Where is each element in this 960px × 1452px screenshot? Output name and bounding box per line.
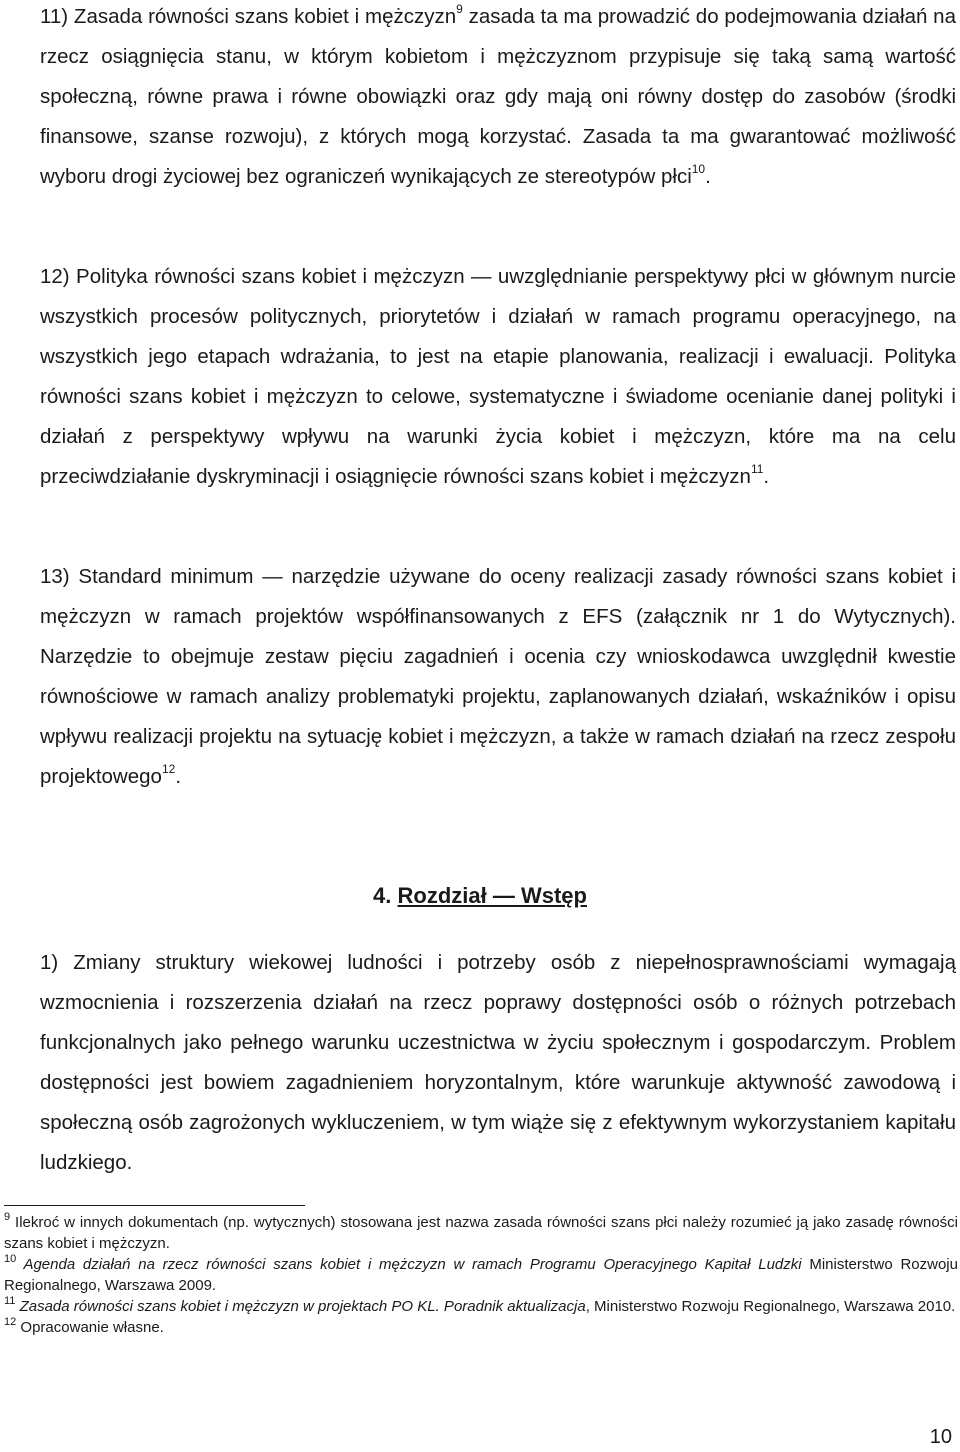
footnote-9: $^9$ Ilekroć w innych dokumentach (np. wytycznych) stosowana jest nazwa zasada równości szans płci należy rozumieć ją jako zasadę równości szans kobiet i mężczyzn. <box>4 1211 958 1252</box>
definition-item-13: 13) Standard minimum — narzędzie używane do oceny realizacji zasady równości szans kobiet i mężczyzn w ramach projektów współfinansowanych z EFS (załącznik nr 1 do Wytycznych). Narzędzie to obejmuje zestaw pięciu zagadnień i ocenia czy wnioskodawca uwzględnił kwestie równościowe w ramach analizy problematyki projektu, zaplanowanych działań, wskaźników i opisu wpływu realizacji projektu na sytuację kobiet i mężczyzn, a także w ramach działań na rzecz zespołu projektowego$^{12}$. <box>40 565 957 788</box>
footnote-12: $^{12}$ Opracowanie własne. <box>4 1316 164 1336</box>
footnote-ref[interactable]: 11 <box>750 462 764 477</box>
footnote-separator <box>4 1205 305 1206</box>
footnote-ref[interactable]: 9 <box>456 2 463 17</box>
heading-number: 4. <box>373 883 392 908</box>
item-text: Zmiany struktury wiekowej ludności i potrzeby osób z niepełnosprawnościami wymagają wzmocnienia i rozszerzenia działań na rzecz poprawy dostępności osób o różnych potrzebach funkcjonalnych jako pełnego warunku uczestnictwa w życiu społecznym i gospodarczym. Problem dostępności jest bowiem zagadnieniem horyzontalnym, które warunkuje aktywność zawodową i społeczną osób zagrożonych wykluczeniem, w tym wiąże się z efektywnym wykorzystaniem kapitału ludzkiego. <box>40 951 956 1174</box>
heading-title: Rozdział — Wstęp <box>397 883 587 908</box>
item-text: Polityka równości szans kobiet i mężczyzn — uwzględnianie perspektywy płci w głównym nurcie wszystkich procesów politycznych, priorytetów i działań w ramach programu operacyjnego, na wszystkich jego etapach wdrażania, to jest na etapie planowania, realizacji i ewaluacji. Polityka równości szans kobiet i mężczyzn to celowe, systematyczne i świadome ocenianie danej polityki i działań z perspektywy wpływu na warunki życia kobiet i mężczyzn, które ma na celu przeciwdziałanie dyskryminacji i osiągnięcie równości szans kobiet i mężczyzn <box>40 265 956 488</box>
item-number: 1) <box>40 951 59 974</box>
footnote-10: $^{10}$ Agenda działań na rzecz równości szans kobiet i mężczyzn w ramach Programu Operacyjnego Kapitał Ludzki Ministerstwo Rozwoju Regionalnego, Warszawa 2009. <box>4 1253 958 1294</box>
item-number: 12) <box>40 265 70 288</box>
definition-item-11: 11) Zasada równości szans kobiet i mężczyzn$^9$ zasada ta ma prowadzić do podejmowania działań na rzecz osiągnięcia stanu, w którym kobietom i mężczyznom przypisuje się taką samą wartość społeczną, równe prawa i równe obowiązki oraz gdy mają oni równy dostęp do zasobów (środki finansowe, szanse rozwoju), z których mogą korzystać. Zasada ta ma gwarantować możliwość wyboru drogi życiowej bez ograniczeń wynikających ze stereotypów płci$^{10}$. <box>40 2 956 188</box>
item-number: 11) <box>40 5 69 28</box>
footnote-ref[interactable]: 12 <box>161 762 176 777</box>
item-text: zasada ta ma prowadzić do podejmowania działań na rzecz osiągnięcia stanu, w którym kobietom i mężczyznom przypisuje się taką samą wartość społeczną, równe prawa i równe obowiązki oraz gdy mają oni równy dostęp do zasobów (środki finansowe, szanse rozwoju), z których mogą korzystać. Zasada ta ma gwarantować możliwość wyboru drogi życiowej bez ograniczeń wynikających ze stereotypów płci <box>40 5 956 188</box>
definition-item-12: 12) Polityka równości szans kobiet i mężczyzn — uwzględnianie perspektywy płci w głównym nurcie wszystkich procesów politycznych, priorytetów i działań w ramach programu operacyjnego, na wszystkich jego etapach wdrażania, to jest na etapie planowania, realizacji i ewaluacji. Polityka równości szans kobiet i mężczyzn to celowe, systematyczne i świadome ocenianie danej polityki i działań z perspektywy wpływu na warunki życia kobiet i mężczyzn, które ma na celu przeciwdziałanie dyskryminacji i osiągnięcie równości szans kobiet i mężczyzn$^{11}$. <box>40 265 956 488</box>
item-text: Standard minimum — narzędzie używane do oceny realizacji zasady równości szans kobiet i mężczyzn w ramach projektów współfinansowanych z EFS (załącznik nr 1 do Wytycznych). Narzędzie to obejmuje zestaw pięciu zagadnień i ocenia czy wnioskodawca uwzględnił kwestie równościowe w ramach analizy problematyki projektu, zaplanowanych działań, wskaźników i opisu wpływu realizacji projektu na sytuację kobiet i mężczyzn, a także w ramach działań na rzecz zespołu projektowego <box>40 565 957 788</box>
section-heading <box>0 878 960 914</box>
footnote-ref[interactable]: 10 <box>691 162 706 177</box>
footnotes <box>4 1212 958 1338</box>
item-text: Zasada równości szans kobiet i mężczyzn <box>73 5 457 28</box>
page-number: 10 <box>929 1426 952 1448</box>
footnote-11: $^{11}$ Zasada równości szans kobiet i mężczyzn w projektach PO KL. Poradnik aktualizacja, Ministerstwo Rozwoju Regionalnego, Warszawa 2010. <box>4 1295 956 1315</box>
section-item-1 <box>40 943 956 1183</box>
item-number: 13) <box>40 565 70 588</box>
